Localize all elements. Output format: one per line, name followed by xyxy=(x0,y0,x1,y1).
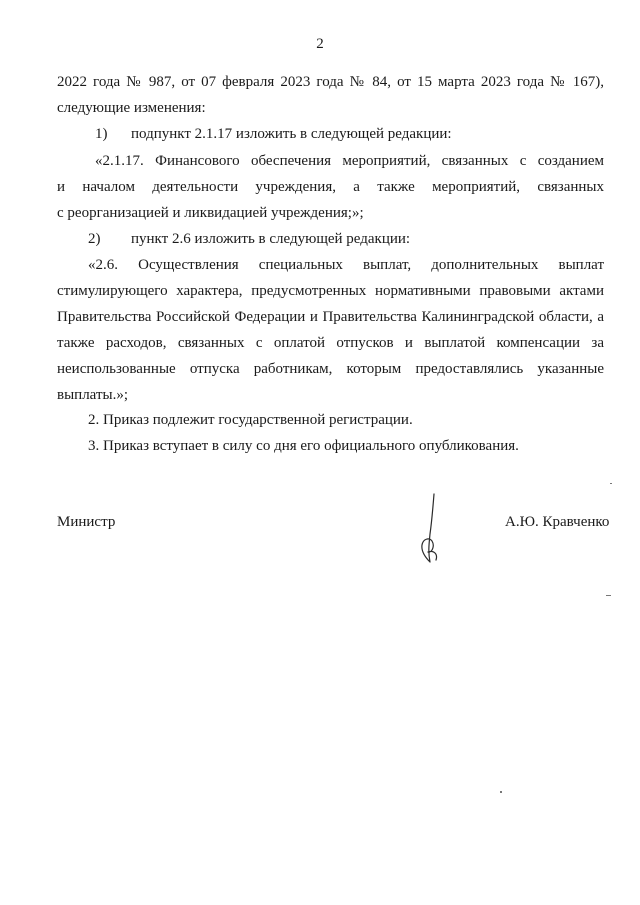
scan-speck xyxy=(610,483,612,484)
text-line-12: неиспользованные отпуска работникам, которым предоставлялись указанные xyxy=(57,361,604,377)
text-line-5: и началом деятельности учреждения, а также мероприятий, связанных xyxy=(57,179,604,195)
list-item-2-text: пункт 2.6 изложить в следующей редакции: xyxy=(131,231,411,247)
list-number-1: 1) xyxy=(95,126,108,142)
text-line-13: выплаты.»; xyxy=(57,387,128,403)
signatory-name: А.Ю. Кравченко xyxy=(505,514,610,530)
text-line-11: также расходов, связанных с оплатой отпусков и выплатой компенсации за xyxy=(57,335,604,351)
scan-speck xyxy=(606,595,611,596)
text-line-9: стимулирующего характера, предусмотренных нормативными правовыми актами xyxy=(57,283,604,299)
text-line-6: с реорганизацией и ликвидацией учреждения;»; xyxy=(57,205,364,221)
text-line-1: 2022 года № 987, от 07 февраля 2023 года № 84, от 15 марта 2023 года № 167), xyxy=(57,74,604,90)
paragraph-2: 2. Приказ подлежит государственной регистрации. xyxy=(88,412,413,428)
handwritten-signature xyxy=(410,492,450,567)
list-item-1-text: подпункт 2.1.17 изложить в следующей редакции: xyxy=(131,126,452,142)
scan-speck xyxy=(500,791,502,793)
paragraph-3: 3. Приказ вступает в силу со дня его официального опубликования. xyxy=(88,438,519,454)
text-line-10: Правительства Российской Федерации и Правительства Калининградской области, а xyxy=(57,309,604,325)
text-line-8: «2.6. Осуществления специальных выплат, дополнительных выплат xyxy=(88,257,604,273)
signatory-position: Министр xyxy=(57,514,116,530)
list-number-2: 2) xyxy=(88,231,101,247)
text-line-4: «2.1.17. Финансового обеспечения мероприятий, связанных с созданием xyxy=(95,153,604,169)
text-line-2: следующие изменения: xyxy=(57,100,206,116)
page-number: 2 xyxy=(316,36,324,52)
